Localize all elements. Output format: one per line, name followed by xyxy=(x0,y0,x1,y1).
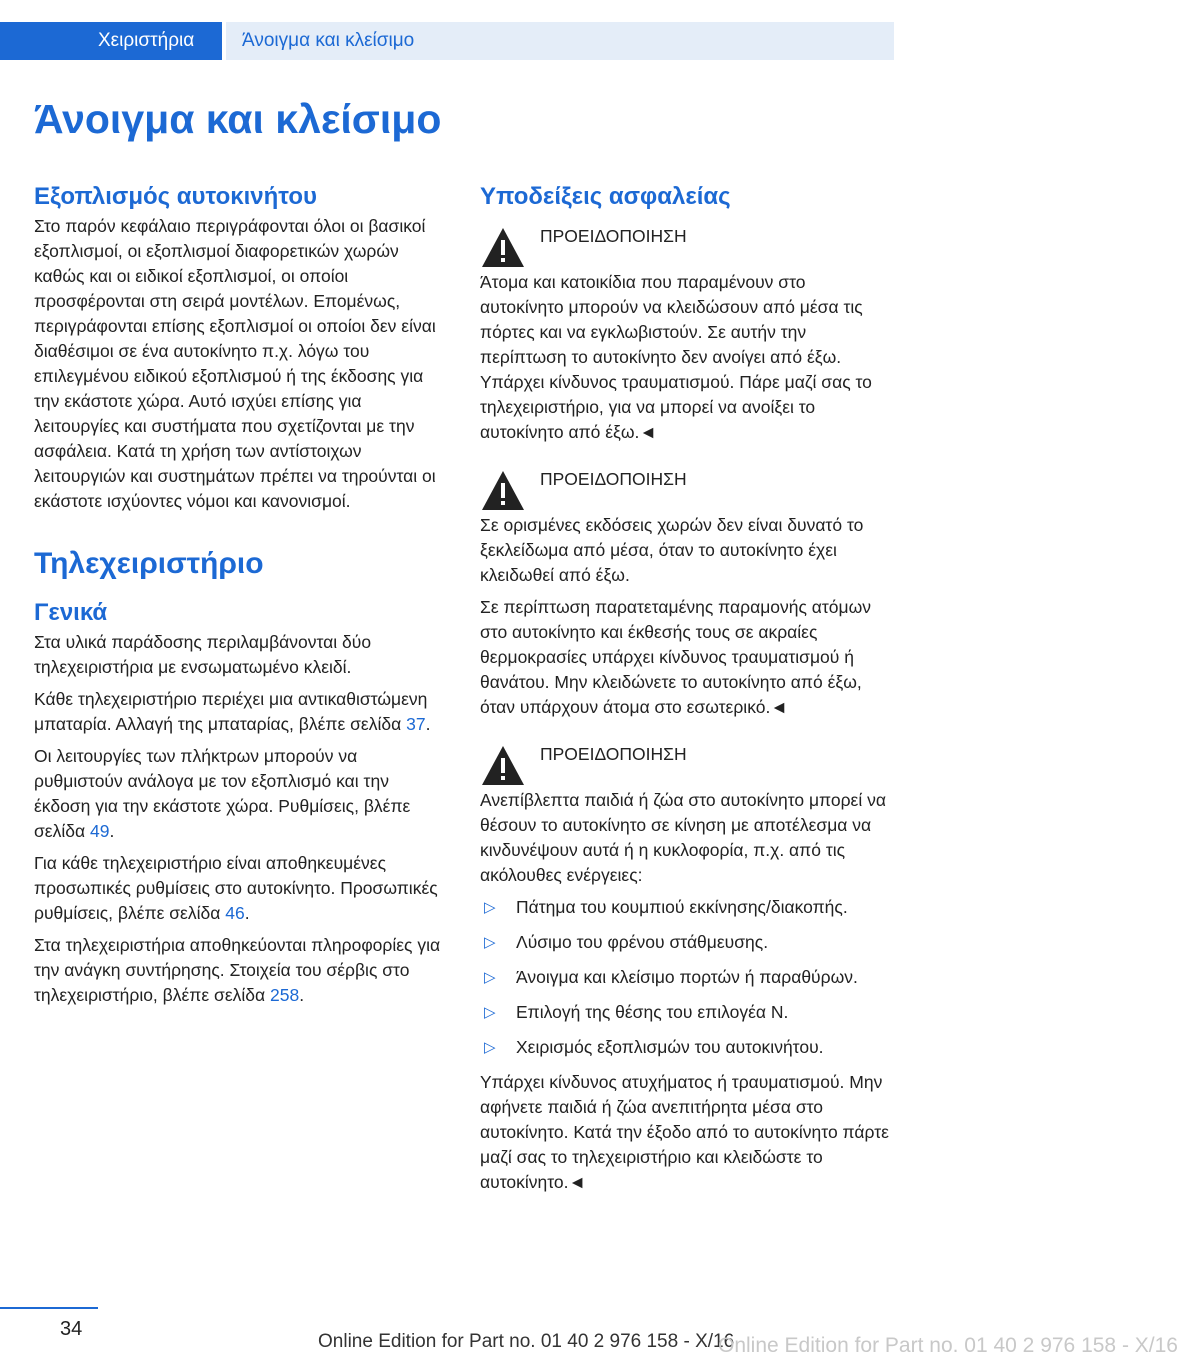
page-number-rule xyxy=(0,1307,98,1309)
page-number: 34 xyxy=(60,1318,83,1340)
safety-heading: Υποδείξεις ασφαλείας xyxy=(480,183,731,210)
triangle-bullet-icon: ▷ xyxy=(484,934,496,951)
page-ref-46[interactable]: 46 xyxy=(225,903,245,923)
equipment-heading: Εξοπλισμός αυτοκινήτου xyxy=(34,183,317,210)
remote-heading: Τηλεχειριστήριο xyxy=(34,547,264,580)
warning-1-text: Άτομα και κατοικίδια που παραμένουν στο αυτοκίνητο μπορούν να κλειδώσουν από μέσα τις πόρτες και να εγκλωβιστούν. Σε αυτήν την περίπτωση το αυτοκίνητο δεν ανοίγει από έξω. Υπάρχει κίνδυνος τραυματισμού. Πάρε μαζί σας το τηλεχειριστήριο, για να μπορεί να ανοίξει το αυτοκίνητο από έξω.◄ xyxy=(480,272,872,442)
general-heading: Γενικά xyxy=(34,599,108,626)
paragraph-personal: Για κάθε τηλεχειριστήριο είναι αποθηκευμένες προσωπικές ρυθμίσεις στο αυτοκίνητο. Προσωπικές ρυθμίσεις, βλέπε σελίδα 46. xyxy=(34,853,438,923)
warning-triangle-icon xyxy=(480,469,526,513)
triangle-bullet-icon: ▷ xyxy=(484,1039,496,1056)
list-item: ▷ Λύσιμο του φρένου στάθμευσης. xyxy=(480,930,892,955)
triangle-bullet-icon: ▷ xyxy=(484,899,496,916)
warning-label: ΠΡΟΕΙΔΟΠΟΙΗΣΗ xyxy=(540,226,687,246)
warning-block-3 xyxy=(480,742,892,788)
warning-2-text: Σε ορισμένες εκδόσεις χωρών δεν είναι δυνατό το ξεκλείδωμα από μέσα, όταν το αυτοκίνητο έχει κλειδωθεί από έξω. xyxy=(480,515,864,585)
header-tab-controls: Χειριστήρια xyxy=(0,22,222,60)
warning-label: ΠΡΟΕΙΔΟΠΟΙΗΣΗ xyxy=(540,744,687,764)
triangle-bullet-icon: ▷ xyxy=(484,969,496,986)
warning-block-2 xyxy=(480,467,892,513)
paragraph-service: Στα τηλεχειριστήρια αποθηκεύονται πληροφορίες για την ανάγκη συντήρησης. Στοιχεία του σέρβις στο τηλεχειριστήριο, βλέπε σελίδα 258. xyxy=(34,935,441,1005)
page-ref-49[interactable]: 49 xyxy=(89,821,110,841)
equipment-text: Στο παρόν κεφάλαιο περιγράφονται όλοι οι βασικοί εξοπλισμοί, οι εξοπλισμοί διαφορετικών χωρών καθώς και οι ειδικοί εξοπλισμοί, οι οποίοι προσφέρονται στη σειρά μοντέλων. Επομένως, περιγράφονται επίσης εξοπλισμοί οι οποίοι δεν είναι διαθέσιμοι σε ένα αυτοκίνητο π.χ. λόγω του επιλεγμένου ειδικού εξοπλισμού ή της έκδοσης για την εκάστοτε χώρα. Αυτό ισχύει επίσης για λειτουργίες και συστήματα που σχετίζονται με την ασφάλεια. Κατά τη χρήση των αντίστοιχων λειτουργιών και συστημάτων πρέπει να τηρούνται οι εκάστοτε ισχύοντες νόμοι και κανονισμοί. xyxy=(34,216,436,511)
header-tab-opening-closing: Άνοιγμα και κλείσιμο xyxy=(226,22,894,60)
list-item: ▷ Χειρισμός εξοπλισμών του αυτοκινήτου. xyxy=(480,1035,892,1060)
warning-block-1 xyxy=(480,224,892,270)
list-item: ▷ Επιλογή της θέσης του επιλογέα N. xyxy=(480,1000,892,1025)
page-ref-258[interactable]: 258 xyxy=(270,985,300,1005)
warning-triangle-icon xyxy=(480,226,526,270)
action-list xyxy=(480,895,892,1060)
paragraph-delivery: Στα υλικά παράδοσης περιλαμβάνονται δύο τηλεχειριστήρια με ενσωματωμένο κλειδί. xyxy=(34,632,372,677)
edition-footer: Online Edition for Part no. 01 40 2 976 158 - X/16 xyxy=(318,1331,735,1352)
watermark: Online Edition for Part no. 01 40 2 976 158 - X/16 xyxy=(718,1334,1178,1357)
page-ref-37[interactable]: 37 xyxy=(406,714,426,734)
header-bar xyxy=(0,0,960,62)
paragraph-keys: Οι λειτουργίες των πλήκτρων μπορούν να ρυθμιστούν ανάλογα με τον εξοπλισμό και την έκδοση για την εκάστοτε χώρα. Ρυθμίσεις, βλέπε σελίδα 49. xyxy=(34,746,411,841)
right-column xyxy=(480,180,892,1202)
paragraph-battery: Κάθε τηλεχειριστήριο περιέχει μια αντικαθιστώμενη μπαταρία. Αλλαγή της μπαταρίας, βλέπε σελίδα 37. xyxy=(34,689,431,734)
warning-3-closing: Υπάρχει κίνδυνος ατυχήματος ή τραυματισμού. Μην αφήνετε παιδιά ή ζώα ανεπιτήρητα μέσα στο αυτοκίνητο. Κατά την έξοδο από το αυτοκίνητο πάρτε μαζί σας το τηλεχειριστήριο και κλειδώστε το αυτοκίνητο.◄ xyxy=(480,1072,889,1192)
triangle-bullet-icon: ▷ xyxy=(484,1004,496,1021)
warning-triangle-icon xyxy=(480,744,526,788)
warning-2-text-continued: Σε περίπτωση παρατεταμένης παραμονής ατόμων στο αυτοκίνητο και έκθεσής τους σε ακραίες θερμοκρασίες υπάρχει κίνδυνος τραυματισμού ή θανάτου. Μην κλειδώνετε το αυτοκίνητο από έξω, όταν υπάρχουν άτομα στο εσωτερικό.◄ xyxy=(480,597,872,717)
page-title: Άνοιγμα και κλείσιμο xyxy=(34,96,442,142)
warning-3-text: Ανεπίβλεπτα παιδιά ή ζώα στο αυτοκίνητο μπορεί να θέσουν το αυτοκίνητο σε κίνηση με αποτέλεσμα να κινδυνέψουν αυτά ή η κυκλοφορία, π.χ. από τις ακόλουθες ενέργειες: xyxy=(480,790,886,885)
left-column xyxy=(34,180,446,1015)
warning-label: ΠΡΟΕΙΔΟΠΟΙΗΣΗ xyxy=(540,469,687,489)
list-item: ▷ Άνοιγμα και κλείσιμο πορτών ή παραθύρων. xyxy=(480,965,892,990)
list-item: ▷ Πάτημα του κουμπιού εκκίνησης/διακοπής. xyxy=(480,895,892,920)
